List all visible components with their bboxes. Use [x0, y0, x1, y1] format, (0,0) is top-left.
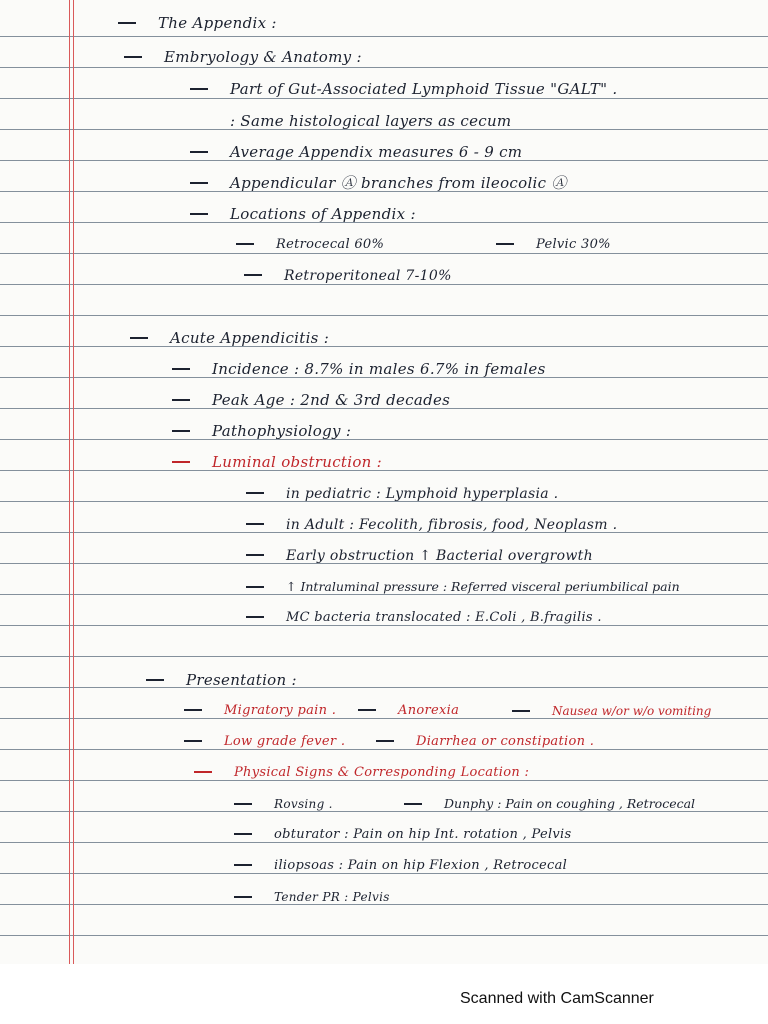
note-line: Incidence : 8.7% in males 6.7% in females [172, 360, 546, 378]
bullet-dash [246, 492, 264, 494]
note-line: Diarrhea or constipation . [376, 733, 594, 751]
note-line: Average Appendix measures 6 - 9 cm [190, 143, 522, 161]
note-line: Pelvic 30% [496, 236, 611, 254]
scanner-watermark: Scanned with CamScanner [460, 990, 654, 1007]
bullet-dash [234, 803, 252, 805]
bullet-dash [376, 740, 394, 742]
bullet-dash [244, 274, 262, 276]
bullet-dash [124, 56, 142, 58]
ruled-line [0, 346, 768, 347]
bullet-dash [234, 864, 252, 866]
section-heading: Acute Appendicitis : [130, 329, 329, 347]
bullet-dash [130, 337, 148, 339]
bullet-dash [404, 803, 422, 805]
note-line: iliopsoas : Pain on hip Flexion , Retrocecal [234, 857, 567, 875]
note-line: Dunphy : Pain on coughing , Retrocecal [404, 795, 695, 813]
bullet-dash [358, 709, 376, 711]
title-line [118, 14, 277, 32]
ruled-line [0, 656, 768, 657]
bullet-dash [146, 679, 164, 681]
note-line: obturator : Pain on hip Int. rotation , Pelvis [234, 826, 572, 844]
note-line: Nausea w/or w/o vomiting [512, 702, 711, 720]
margin-line [69, 0, 70, 964]
note-line: Anorexia [358, 702, 459, 720]
note-line: Tender PR : Pelvis [234, 888, 390, 906]
note-line: in pediatric : Lymphoid hyperplasia . [246, 485, 558, 503]
bullet-dash [234, 896, 252, 898]
ruled-line [0, 687, 768, 688]
note-line: Rovsing . [234, 795, 333, 813]
bullet-dash [172, 461, 190, 463]
section-heading: Presentation : [146, 671, 297, 689]
ruled-line [0, 439, 768, 440]
bullet-dash [172, 399, 190, 401]
bullet-dash [172, 368, 190, 370]
note-line: ↑ Intraluminal pressure : Referred visceral periumbilical pain [246, 578, 680, 596]
ruled-line [0, 36, 768, 37]
bullet-dash [496, 243, 514, 245]
bullet-dash [194, 771, 212, 773]
note-line: Luminal obstruction : [172, 453, 382, 471]
note-line: in Adult : Fecolith, fibrosis, food, Neoplasm . [246, 516, 617, 534]
bullet-dash [512, 710, 530, 712]
ruled-line [0, 315, 768, 316]
ruled-line [0, 98, 768, 99]
bullet-dash [246, 523, 264, 525]
bullet-dash [190, 182, 208, 184]
bullet-dash [118, 22, 136, 24]
ruled-line [0, 935, 768, 936]
bullet-dash [234, 833, 252, 835]
note-line: Retrocecal 60% [236, 236, 384, 254]
note-line: Low grade fever . [184, 733, 345, 751]
note-line: Physical Signs & Corresponding Location : [194, 764, 529, 782]
bullet-dash [190, 213, 208, 215]
note-line: Early obstruction ↑ Bacterial overgrowth [246, 547, 593, 565]
note-line: Migratory pain . [184, 702, 336, 720]
note-line: Retroperitoneal 7-10% [244, 267, 452, 285]
note-line: Locations of Appendix : [190, 205, 416, 223]
bullet-dash [190, 151, 208, 153]
note-line: Appendicular Ⓐ branches from ileocolic Ⓐ [190, 174, 567, 192]
note-line: Part of Gut-Associated Lymphoid Tissue "GALT" . [190, 80, 617, 98]
ruled-line [0, 470, 768, 471]
bullet-dash [184, 740, 202, 742]
bullet-dash [172, 430, 190, 432]
note-line: : Same histological layers as cecum [230, 112, 512, 130]
bullet-dash [246, 616, 264, 618]
page-title: The Appendix : [158, 14, 277, 32]
bullet-dash [246, 554, 264, 556]
bullet-dash [184, 709, 202, 711]
bullet-dash [236, 243, 254, 245]
note-line: MC bacteria translocated : E.Coli , B.fragilis . [246, 609, 602, 627]
margin-line [73, 0, 74, 964]
note-line: Peak Age : 2nd & 3rd decades [172, 391, 450, 409]
bullet-dash [190, 88, 208, 90]
note-line: Pathophysiology : [172, 422, 351, 440]
section-heading: Embryology & Anatomy : [124, 48, 362, 66]
ruled-line [0, 67, 768, 68]
bullet-dash [246, 586, 264, 588]
